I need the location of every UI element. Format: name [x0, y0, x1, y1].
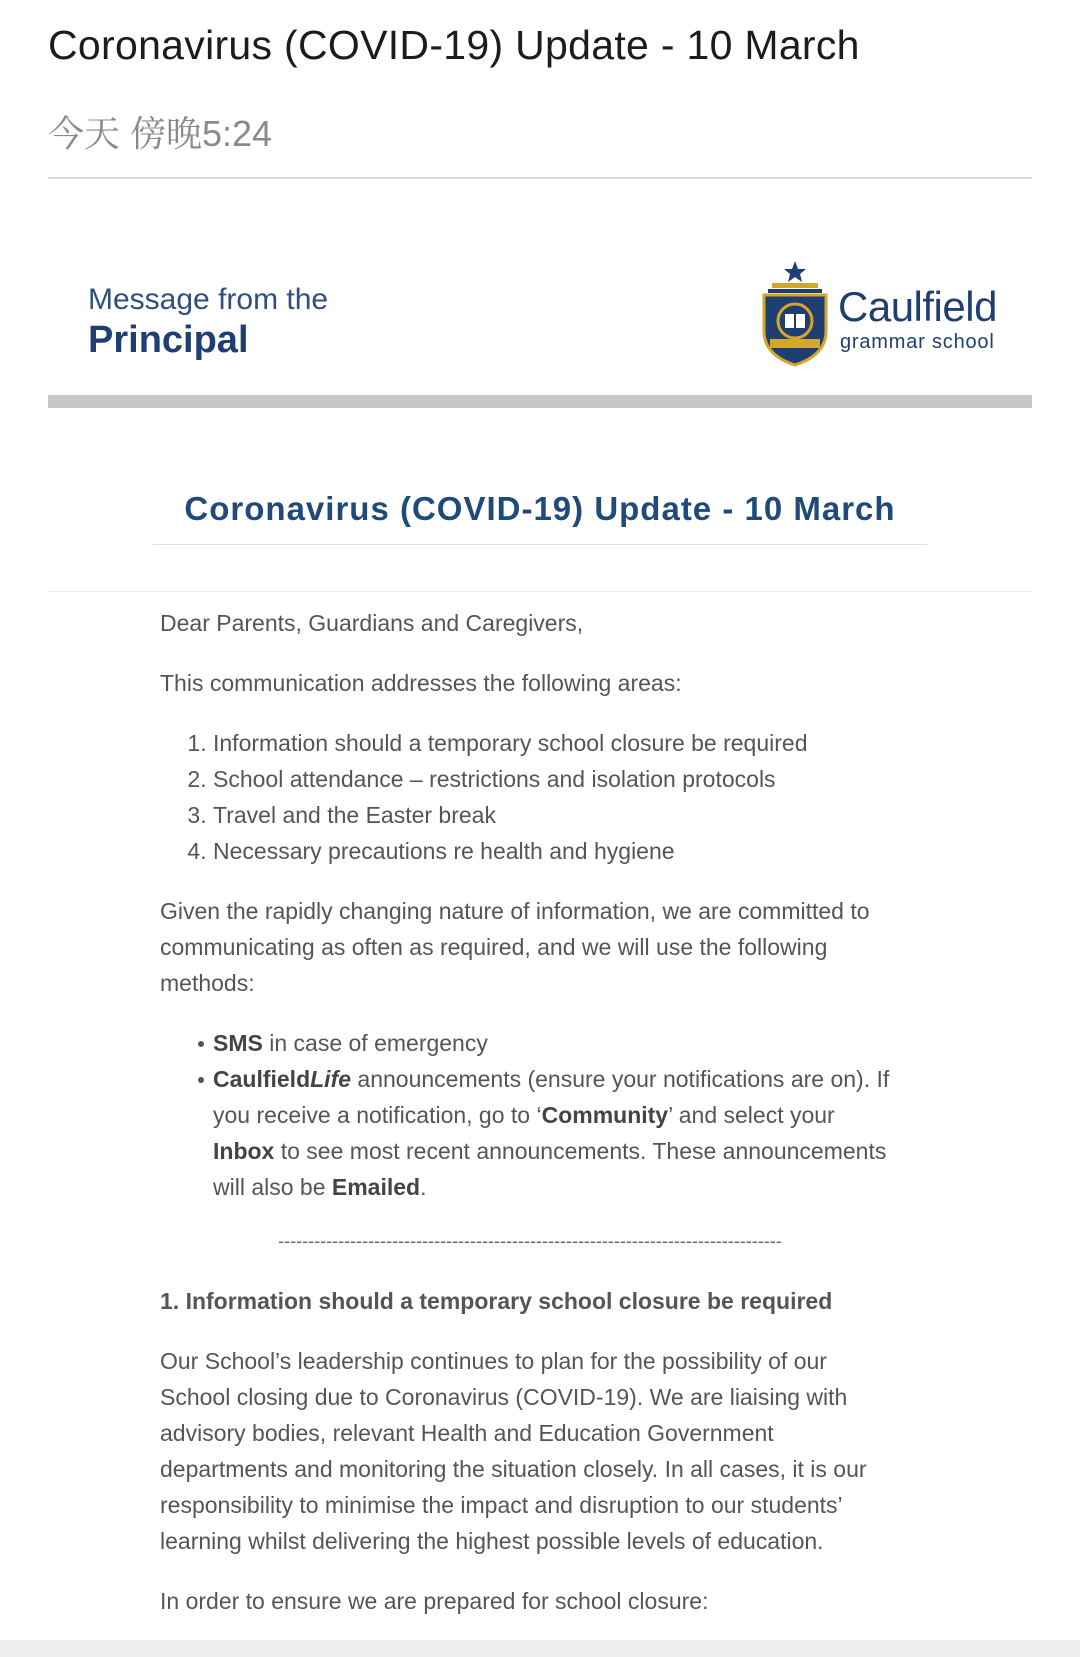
announcement-text: to see most recent announcements. These announcements will also be	[213, 1138, 887, 1200]
areas-list	[160, 725, 900, 869]
inbox-label: Inbox	[213, 1138, 275, 1164]
list-item	[213, 1061, 900, 1205]
principal-banner	[48, 179, 1032, 409]
community-label: Community	[541, 1102, 669, 1128]
headline-divider	[153, 544, 927, 545]
email-subject: Coronavirus (COVID-19) Update - 10 March	[48, 22, 860, 68]
intro-text: This communication addresses the following areas:	[160, 670, 682, 696]
list-item	[213, 1025, 900, 1061]
caulfield-label: Caulfield	[213, 1066, 311, 1092]
emailed-label: Emailed	[331, 1174, 421, 1200]
section-divider	[48, 591, 1032, 592]
announcement-text: ’ and select your	[668, 1102, 835, 1128]
list-item: 4. Necessary precautions re health and hygiene	[213, 833, 900, 869]
dashed-divider: ------------------------------------------------------------------------------------	[278, 1231, 782, 1251]
banner-principal: Principal	[88, 319, 249, 361]
sms-label: SMS	[213, 1030, 263, 1056]
list-item: 2. School attendance – restrictions and isolation protocols	[213, 761, 900, 797]
school-subtitle: grammar school	[840, 331, 995, 353]
life-label: Life	[310, 1066, 352, 1092]
banner-bar	[48, 395, 1032, 408]
section-1-title: 1. Information should a temporary school closure be required	[160, 1288, 833, 1314]
list-item: 3. Travel and the Easter break	[213, 797, 900, 833]
announcement-text: .	[420, 1174, 427, 1200]
section-1-next: In order to ensure we are prepared for school closure:	[160, 1588, 709, 1614]
email-date: 今天 傍晚5:24	[48, 113, 273, 154]
article-headline: Coronavirus (COVID-19) Update - 10 March	[184, 490, 896, 527]
article-body	[160, 605, 900, 1643]
banner-message-from: Message from the	[88, 283, 329, 316]
school-name: Caulfield	[838, 283, 997, 330]
section-1-body: Our School’s leadership continues to plan for the possibility of our School closing due to Coronavirus (COVID-19). We are liaising with advisory bodies, relevant Health and Education Government departments and monitoring the situation closely. In all cases, it is our responsibility to minimise the impact and disruption to our students’ learning whilst delivering the highest possible levels of education.	[160, 1348, 867, 1554]
bottom-edge	[0, 1640, 1080, 1657]
greeting: Dear Parents, Guardians and Caregivers,	[160, 610, 584, 636]
announcement-text: announcements (ensure your notifications are on). If you receive a notification, go to ‘	[213, 1066, 890, 1128]
list-item: 1. Information should a temporary school closure be required	[213, 725, 900, 761]
sms-text: in case of emergency	[262, 1030, 488, 1056]
methods-intro: Given the rapidly changing nature of information, we are committed to communicating as often as required, and we will use the following methods:	[160, 898, 870, 996]
school-crest-icon	[758, 259, 832, 369]
methods-list	[160, 1025, 900, 1205]
